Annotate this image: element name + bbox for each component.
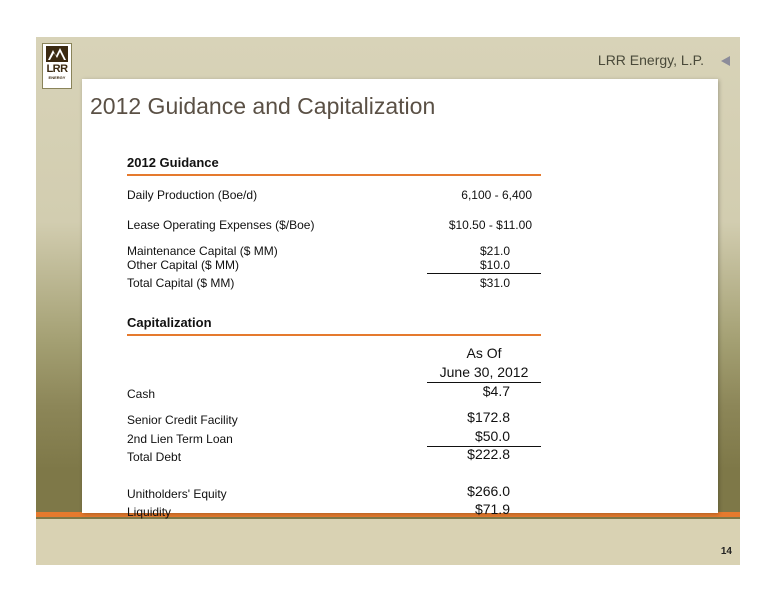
cap-value-2nd-lien: $50.0 <box>474 428 510 444</box>
slide <box>36 37 740 565</box>
cap-label-senior-credit: Senior Credit Facility <box>127 413 238 427</box>
company-logo <box>42 43 72 89</box>
back-arrow-icon[interactable] <box>721 56 730 66</box>
column-header-date: June 30, 2012 <box>439 364 529 380</box>
company-name: LRR Energy, L.P. <box>597 52 704 68</box>
logo-mark-icon <box>46 46 68 62</box>
guidance-label-other-capital: Other Capital ($ MM) <box>127 258 240 272</box>
guidance-label-total-capital: Total Capital ($ MM) <box>127 276 235 290</box>
cap-label-liquidity: Liquidity <box>127 505 172 519</box>
content-panel <box>82 79 718 513</box>
cap-label-2nd-lien: 2nd Lien Term Loan <box>127 432 233 446</box>
guidance-heading: 2012 Guidance <box>127 155 219 170</box>
cap-label-equity: Unitholders' Equity <box>127 487 227 501</box>
guidance-value-total-capital: $31.0 <box>479 276 510 290</box>
cap-value-cash: $4.7 <box>482 383 510 399</box>
logo-subtext: ENERGY <box>48 75 66 80</box>
cap-value-equity: $266.0 <box>467 483 510 499</box>
page-title: 2012 Guidance and Capitalization <box>90 93 436 119</box>
cap-label-cash: Cash <box>127 387 156 401</box>
capitalization-heading: Capitalization <box>127 315 212 330</box>
cap-label-total-debt: Total Debt <box>127 450 182 464</box>
guidance-value-loe: $10.50 - $11.00 <box>448 218 532 232</box>
cap-value-liquidity: $71.9 <box>474 501 510 517</box>
subtotal-rule <box>427 273 541 274</box>
guidance-value-other-capital: $10.0 <box>479 258 510 272</box>
page-number: 14 <box>720 546 732 557</box>
cap-value-senior-credit: $172.8 <box>467 409 510 425</box>
capitalization-rule <box>127 334 541 336</box>
guidance-label-daily-production: Daily Production (Boe/d) <box>127 188 258 202</box>
cap-value-total-debt: $222.8 <box>467 446 510 462</box>
guidance-label-maintenance-capital: Maintenance Capital ($ MM) <box>127 244 278 258</box>
guidance-rule <box>127 174 541 176</box>
guidance-value-daily-production: 6,100 - 6,400 <box>461 188 532 202</box>
guidance-label-loe: Lease Operating Expenses ($/Boe) <box>127 218 315 232</box>
footer-band <box>36 519 740 565</box>
logo-text: LRR <box>46 63 68 75</box>
column-header-as-of: As Of <box>466 345 502 361</box>
guidance-value-maintenance-capital: $21.0 <box>479 244 510 258</box>
